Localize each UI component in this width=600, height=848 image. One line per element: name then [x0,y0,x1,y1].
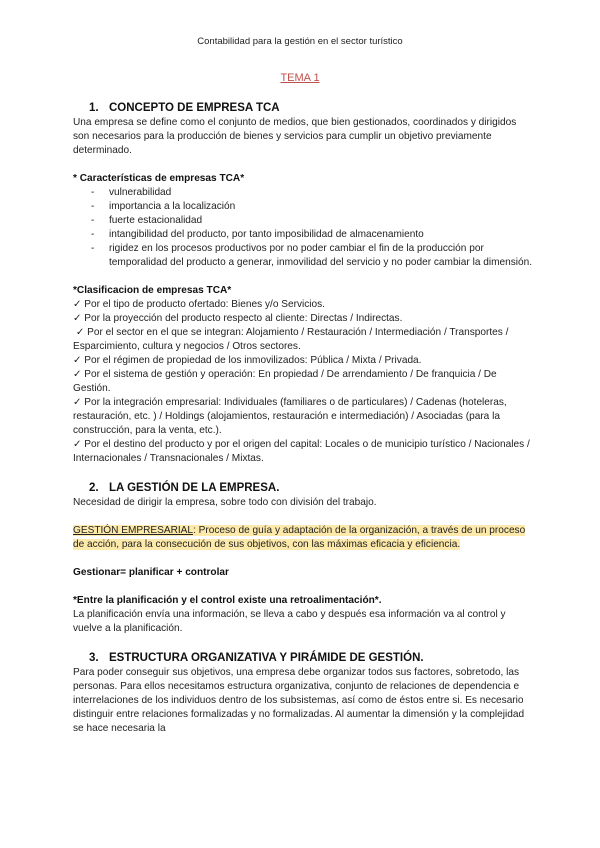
check-icon: ✓ [73,313,82,324]
management-formula: Gestionar= planificar + controlar [73,567,229,578]
section-3-paragraph: Para poder conseguir sus objetivos, una empresa debe organizar todos sus factores, sobretodo, las personas. Para ellos necesitamos estructura organizativa, conjunto de relaciones de dependencia e interrelaciones de los individuos dentro de los subsistemas, así como de éstos entre si. Es necesario distinguir entre relaciones formalizadas y no formalizadas. Al aumentar la dimensión y la complejidad se hace necesaria la [73,667,525,734]
section-1-number: 1. [89,102,99,114]
document-body [73,100,533,736]
section-2-number: 2. [89,482,99,494]
section-2-heading [73,480,533,496]
list-item: - vulnerabilidad [91,186,533,200]
check-icon: ✓ [73,369,82,380]
list-item: ✓ Por el régimen de propiedad de los inmovilizados: Pública / Mixta / Privada. [73,355,422,366]
classification-title: *Clasificacion de empresas TCA* [73,285,232,296]
section-3-title: ESTRUCTURA ORGANIZATIVA Y PIRÁMIDE DE GESTIÓN. [109,652,424,664]
section-3-number: 3. [89,652,99,664]
list-item: ✓ Por el destino del producto y por el origen del capital: Locales o de municipio turístico / Nacionales / Internacionales / Transnacionales / Mixtas. [73,439,530,464]
feedback-title: *Entre la planificación y el control existe una retroalimentación*. [73,595,382,606]
list-item: - fuerte estacionalidad [91,214,533,228]
section-1-paragraph: Una empresa se define como el conjunto de medios, que bien gestionados, coordinados y dirigidos son necesarios para la producción de bienes y servicios para cumplir un objetivo previamente determinado. [73,117,517,156]
check-icon: ✓ [73,397,82,408]
list-item: ✓ Por el tipo de producto ofertado: Bienes y/o Servicios. [73,299,325,310]
list-item: - intangibilidad del producto, por tanto imposibilidad de almacenamiento [91,228,533,242]
section-2-paragraph: Necesidad de dirigir la empresa, sobre todo con división del trabajo. [73,497,377,508]
list-item: ✓ Por la proyección del producto respecto al cliente: Directas / Indirectas. [73,313,403,324]
check-icon: ✓ [75,327,85,338]
classification-list [73,298,533,466]
section-3-heading [73,650,533,666]
section-2-title: LA GESTIÓN DE LA EMPRESA. [109,482,280,494]
list-item: ✓ Por la integración empresarial: Individuales (familiares o de particulares) / Cadenas (hoteleras, restauración, etc. ) / Holdings (alojamientos, restauración e intermediación) / Asociadas (para la construcción, para la venta, etc.). [73,397,507,436]
check-icon: ✓ [73,439,82,450]
characteristics-list [73,186,533,270]
definition-term: GESTIÓN EMPRESARIAL [73,525,194,536]
characteristics-title: * Características de empresas TCA* [73,173,245,184]
list-item: - importancia a la localización [91,200,533,214]
list-item: ✓ Por el sector en el que se integran: Alojamiento / Restauración / Intermediación / Transportes / Esparcimiento, cultura y negocios / Otros sectores. [73,327,509,352]
check-icon: ✓ [73,299,82,310]
list-item: - rigidez en los procesos productivos por no poder cambiar el fin de la producción por temporalidad del producto a generar, inmovilidad del servicio y no poder cambiar la dimensión. [91,242,533,270]
list-item: ✓ Por el sistema de gestión y operación: En propiedad / De arrendamiento / De franquicia / De Gestión. [73,369,497,394]
management-definition [73,524,533,552]
section-1-title: CONCEPTO DE EMPRESA TCA [109,102,280,114]
definition-text: : Proceso de guía y adaptación de la organización, a través de un proceso de acción, para la consecución de sus objetivos, con las máximas eficacia y eficiencia. [73,525,526,550]
running-header: Contabilidad para la gestión en el sector turístico [197,36,403,47]
section-1-heading [73,100,533,116]
topic-title: TEMA 1 [280,72,320,84]
check-icon: ✓ [73,355,82,366]
feedback-paragraph: La planificación envía una información, se lleva a cabo y después esa información va al control y vuelve a la planificación. [73,609,506,634]
